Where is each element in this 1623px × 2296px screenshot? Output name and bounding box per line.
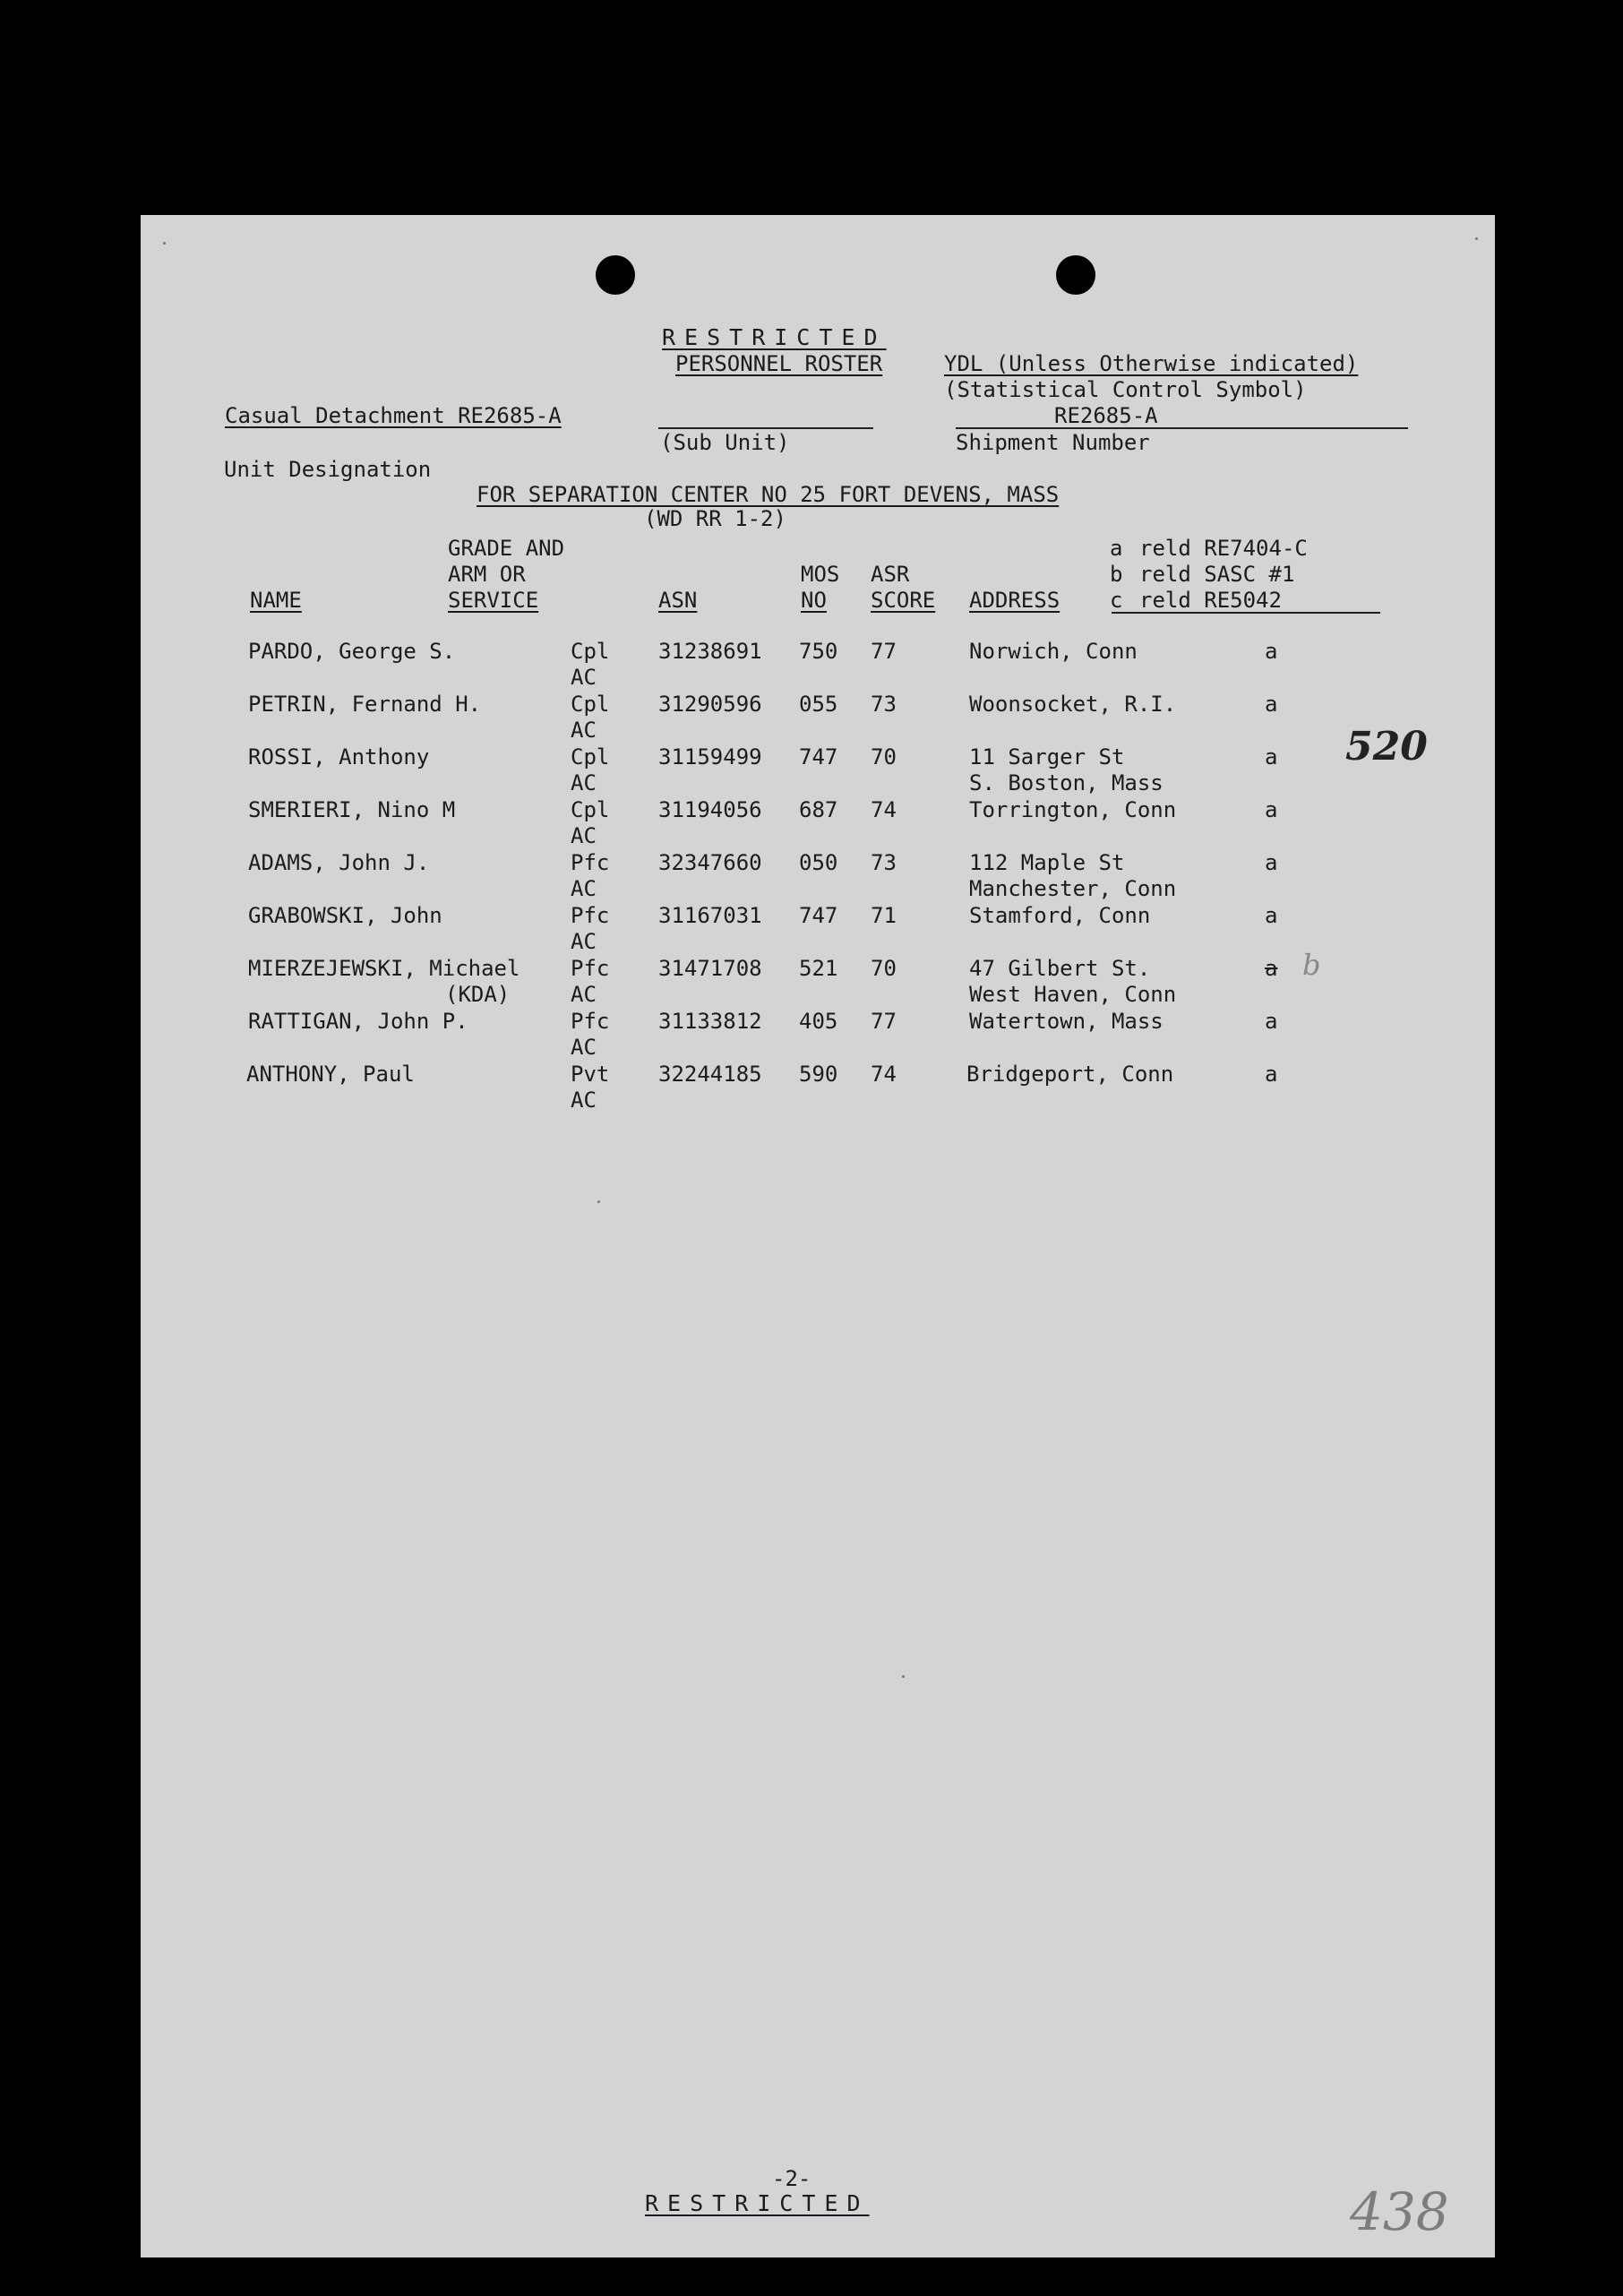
- classification-header: RESTRICTED: [662, 324, 887, 350]
- row-asn: 31167031: [658, 903, 762, 928]
- handwritten-b: b: [1302, 948, 1321, 982]
- col-grade-line2: ARM OR: [448, 562, 526, 587]
- row-asr: 73: [871, 850, 897, 875]
- table-row: [141, 1009, 1495, 1062]
- table-row: [141, 903, 1495, 957]
- table-row: [141, 744, 1495, 798]
- row-arm: AC: [571, 770, 597, 795]
- row-code: a: [1265, 639, 1278, 664]
- speck: [163, 242, 166, 245]
- row-name-note: (KDA): [445, 982, 511, 1007]
- row-code: a: [1265, 903, 1278, 928]
- row-address-line2: West Haven, Conn: [969, 982, 1177, 1007]
- legend-c-key: c: [1110, 588, 1123, 613]
- col-name: NAME: [250, 588, 302, 613]
- table-row: [141, 850, 1495, 904]
- destination: FOR SEPARATION CENTER NO 25 FORT DEVENS, MASS: [477, 482, 1060, 507]
- row-grade: Cpl: [571, 797, 610, 822]
- row-code: a: [1265, 850, 1278, 875]
- row-name: PARDO, George S.: [248, 639, 456, 664]
- legend-b-key: b: [1110, 562, 1123, 587]
- speck: [902, 1675, 905, 1678]
- row-arm: AC: [571, 718, 597, 743]
- table-row: [141, 639, 1495, 692]
- row-asn: 31159499: [658, 744, 762, 770]
- row-asn: 32244185: [658, 1062, 762, 1087]
- stamped-number: 520: [1345, 724, 1428, 770]
- row-grade: Pfc: [571, 1009, 610, 1034]
- roster-title: PERSONNEL ROSTER: [675, 351, 883, 376]
- row-asr: 74: [871, 1062, 897, 1087]
- speck: [1475, 237, 1478, 240]
- page-number: -2-: [772, 2166, 812, 2191]
- row-address: 11 Sarger St: [969, 744, 1125, 770]
- col-asr-line1: ASR: [871, 562, 910, 587]
- col-mos-line2: NO: [801, 588, 827, 613]
- document-page: [141, 215, 1495, 2257]
- shipment-number-line: [956, 427, 1408, 429]
- row-name: ANTHONY, Paul: [246, 1062, 415, 1087]
- shipment-number-label: Shipment Number: [956, 430, 1150, 455]
- legend-underline: [1112, 612, 1380, 614]
- row-address-line2: S. Boston, Mass: [969, 770, 1164, 795]
- row-asn: 31471708: [658, 956, 762, 981]
- punch-hole-right: [1056, 255, 1095, 295]
- legend-b-text: reld SASC #1: [1139, 562, 1295, 587]
- authority: (WD RR 1-2): [644, 506, 786, 531]
- punch-hole-left: [596, 255, 635, 295]
- row-asr: 70: [871, 956, 897, 981]
- speck: [597, 1200, 600, 1203]
- col-mos-line1: MOS: [801, 562, 840, 587]
- row-name: MIERZEJEWSKI, Michael: [248, 956, 520, 981]
- row-arm: AC: [571, 876, 597, 901]
- row-address: Stamford, Conn: [969, 903, 1151, 928]
- row-grade: Pvt: [571, 1062, 610, 1087]
- legend-a-key: a: [1110, 536, 1123, 561]
- row-code: a: [1265, 692, 1278, 717]
- table-row: [141, 956, 1495, 1010]
- unit-designation-label: Unit Designation: [224, 457, 432, 482]
- sub-unit-line: [658, 427, 873, 429]
- table-row: [141, 1062, 1495, 1115]
- row-name: GRABOWSKI, John: [248, 903, 442, 928]
- row-address: 47 Gilbert St.: [969, 956, 1151, 981]
- row-grade: Cpl: [571, 639, 610, 664]
- row-address: Norwich, Conn: [969, 639, 1138, 664]
- col-grade-line3: SERVICE: [448, 588, 539, 613]
- row-mos: 050: [799, 850, 838, 875]
- classification-footer: RESTRICTED: [645, 2190, 870, 2216]
- row-asn: 31290596: [658, 692, 762, 717]
- handwritten-page-number: 438: [1350, 2181, 1449, 2242]
- row-mos: 590: [799, 1062, 838, 1087]
- row-grade: Pfc: [571, 903, 610, 928]
- row-asn: 32347660: [658, 850, 762, 875]
- row-asr: 77: [871, 1009, 897, 1034]
- row-name: ADAMS, John J.: [248, 850, 430, 875]
- row-arm: AC: [571, 1035, 597, 1060]
- row-address: Woonsocket, R.I.: [969, 692, 1177, 717]
- row-mos: 521: [799, 956, 838, 981]
- row-asr: 70: [871, 744, 897, 770]
- row-code: a: [1265, 956, 1278, 981]
- row-arm: AC: [571, 929, 597, 954]
- row-address: Watertown, Mass: [969, 1009, 1164, 1034]
- table-row: [141, 797, 1495, 851]
- row-arm: AC: [571, 982, 597, 1007]
- row-asn: 31238691: [658, 639, 762, 664]
- row-name: PETRIN, Fernand H.: [248, 692, 482, 717]
- row-address: 112 Maple St: [969, 850, 1125, 875]
- row-asn: 31194056: [658, 797, 762, 822]
- row-code: a: [1265, 1062, 1278, 1087]
- table-row: [141, 692, 1495, 745]
- shipment-number: RE2685-A: [1054, 403, 1158, 428]
- row-code: a: [1265, 1009, 1278, 1034]
- row-mos: 405: [799, 1009, 838, 1034]
- row-address-line2: Manchester, Conn: [969, 876, 1177, 901]
- row-asn: 31133812: [658, 1009, 762, 1034]
- row-grade: Pfc: [571, 850, 610, 875]
- row-asr: 71: [871, 903, 897, 928]
- row-name: SMERIERI, Nino M: [248, 797, 456, 822]
- row-mos: 750: [799, 639, 838, 664]
- casual-detachment: Casual Detachment RE2685-A: [225, 403, 562, 428]
- row-mos: 687: [799, 797, 838, 822]
- legend-c-text: reld RE5042: [1139, 588, 1282, 613]
- col-grade-line1: GRADE AND: [448, 536, 565, 561]
- row-grade: Cpl: [571, 692, 610, 717]
- col-asr-line2: SCORE: [871, 588, 936, 613]
- row-address: Bridgeport, Conn: [966, 1062, 1174, 1087]
- row-code: a: [1265, 797, 1278, 822]
- row-arm: AC: [571, 1088, 597, 1113]
- row-mos: 747: [799, 903, 838, 928]
- col-asn: ASN: [658, 588, 698, 613]
- row-code: a: [1265, 744, 1278, 770]
- row-arm: AC: [571, 665, 597, 690]
- statistical-symbol-label: (Statistical Control Symbol): [944, 377, 1307, 402]
- row-name: RATTIGAN, John P.: [248, 1009, 468, 1034]
- row-asr: 77: [871, 639, 897, 664]
- row-asr: 73: [871, 692, 897, 717]
- ydl-text: YDL (Unless Otherwise indicated): [944, 351, 1359, 376]
- row-mos: 055: [799, 692, 838, 717]
- row-arm: AC: [571, 823, 597, 848]
- sub-unit-label: (Sub Unit): [660, 430, 790, 455]
- col-address: ADDRESS: [969, 588, 1061, 613]
- row-address: Torrington, Conn: [969, 797, 1177, 822]
- row-grade: Cpl: [571, 744, 610, 770]
- row-mos: 747: [799, 744, 838, 770]
- legend-a-text: reld RE7404-C: [1139, 536, 1308, 561]
- row-asr: 74: [871, 797, 897, 822]
- row-grade: Pfc: [571, 956, 610, 981]
- row-name: ROSSI, Anthony: [248, 744, 430, 770]
